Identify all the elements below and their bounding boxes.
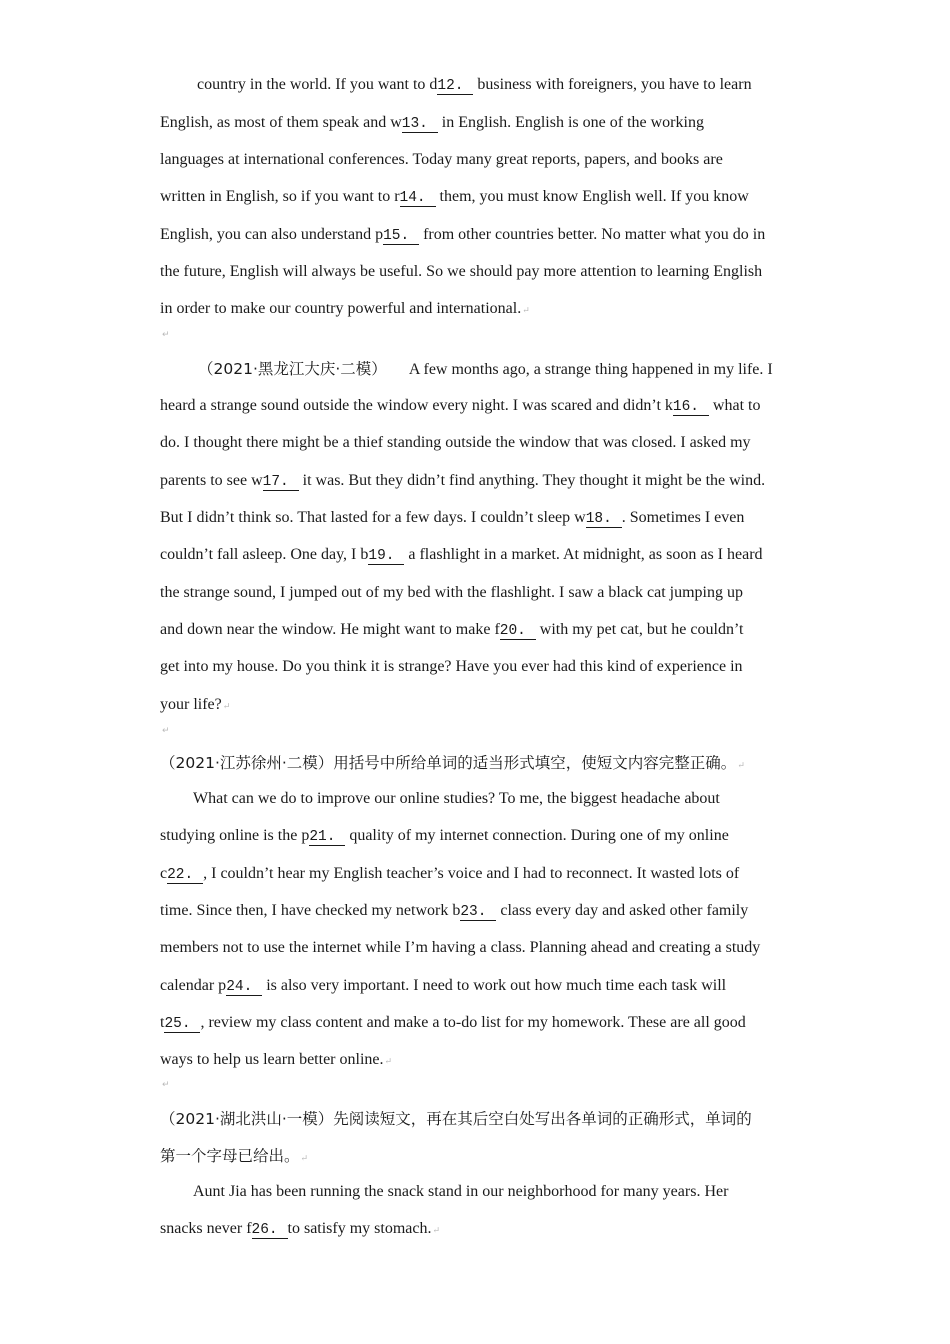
text: with my pet cat, but he couldn’t	[535, 621, 744, 638]
p2-line-2	[160, 396, 800, 416]
text: parents to see w	[160, 472, 263, 489]
paragraph-mark: ↵	[300, 1153, 309, 1163]
text: . Sometimes I even	[621, 509, 745, 526]
text: is also very important. I need to work out how much time each task will	[262, 977, 727, 994]
text: it was. But they didn’t find anything. They thought it might be the wind.	[298, 472, 766, 489]
blank-17[interactable]: 17.	[263, 474, 299, 491]
p1-line-1	[197, 75, 837, 95]
text: business with foreigners, you have to learn	[473, 76, 752, 93]
instruction-text: （2021·湖北洪山·一模）先阅读短文，再在其后空白处写出各单词的正确形式，单词的	[160, 1110, 752, 1128]
blank-20[interactable]: 20.	[500, 623, 536, 640]
instruction-text: （2021·江苏徐州·二模）用括号中所给单词的适当形式填空，使短文内容完整正确。	[160, 754, 737, 772]
p4-line-1: Aunt Jia has been running the snack stand in our neighborhood for many years. Her	[193, 1183, 729, 1200]
text: studying online is the p	[160, 827, 310, 844]
p2-line-8	[160, 620, 800, 640]
text: country in the world. If you want to d	[197, 76, 438, 93]
p1-line-3: languages at international conferences. Today many great reports, papers, and books are	[160, 151, 723, 168]
blank-22[interactable]: 22.	[167, 867, 203, 884]
blank-19[interactable]: 19.	[368, 548, 404, 565]
text: in English. English is one of the working	[437, 114, 704, 131]
paragraph-mark: ↵	[162, 330, 170, 340]
p3-line-8	[160, 1050, 800, 1071]
p2-line-9: get into my house. Do you think it is strange? Have you ever had this kind of experience in	[160, 658, 743, 675]
p2-line-3: do. I thought there might be a thief standing outside the window that was closed. I asked my	[160, 434, 751, 451]
text: to satisfy my stomach.	[287, 1220, 432, 1237]
text: a flashlight in a market. At midnight, as soon as I heard	[404, 546, 763, 563]
paragraph-mark: ↵	[384, 1056, 393, 1066]
text: quality of my internet connection. During one of my online	[345, 827, 729, 844]
blank-13[interactable]: 13.	[402, 116, 438, 133]
text: time. Since then, I have checked my network b	[160, 902, 461, 919]
blank-25[interactable]: 25.	[164, 1016, 200, 1033]
text: couldn’t fall asleep. One day, I b	[160, 546, 369, 563]
p3-instruction	[160, 753, 800, 775]
blank-18[interactable]: 18.	[586, 511, 622, 528]
p2-line-7: the strange sound, I jumped out of my bed with the flashlight. I saw a black cat jumping up	[160, 584, 743, 601]
blank-14[interactable]: 14.	[400, 190, 436, 207]
blank-23[interactable]: 23.	[460, 904, 496, 921]
blank-16[interactable]: 16.	[673, 399, 709, 416]
text: from other countries better. No matter what you do in	[419, 226, 766, 243]
p4-instruction-2	[160, 1146, 800, 1168]
p1-line-4	[160, 187, 800, 207]
p2-line-6	[160, 545, 800, 565]
text: English, you can also understand p	[160, 226, 384, 243]
p4-line-2	[160, 1219, 800, 1240]
p2-line-10	[160, 695, 800, 716]
p3-line-7	[160, 1013, 800, 1033]
p2-line-1	[160, 359, 800, 380]
paragraph-mark: ↵	[432, 1225, 441, 1235]
p1-line-7	[160, 299, 800, 320]
p3-line-6	[160, 976, 800, 996]
paragraph-mark: ↵	[522, 305, 530, 315]
text: what to	[708, 397, 761, 414]
p1-line-2	[160, 113, 800, 133]
text: heard a strange sound outside the window every night. I was scared and didn’t k	[160, 397, 673, 414]
paragraph-mark: ↵	[737, 760, 745, 770]
text: calendar p	[160, 977, 227, 994]
p3-line-5: members not to use the internet while I’m having a class. Planning ahead and creating a study	[160, 939, 761, 956]
paragraph-mark: ↵	[162, 1080, 170, 1090]
instruction-text: 第一个字母已给出。	[160, 1147, 300, 1165]
blank-21[interactable]: 21.	[309, 829, 345, 846]
p3-line-4	[160, 901, 800, 921]
p2-line-5	[160, 508, 800, 528]
text: your life?	[160, 696, 222, 713]
text: and down near the window. He might want to make f	[160, 621, 500, 638]
p1-line-5	[160, 225, 800, 245]
text: , review my class content and make a to-do list for my homework. These are all good	[200, 1014, 746, 1031]
text: written in English, so if you want to r	[160, 188, 400, 205]
p3-line-2	[160, 826, 800, 846]
text: in order to make our country powerful and international.	[160, 300, 522, 317]
p3-line-1: What can we do to improve our online studies? To me, the biggest headache about	[193, 790, 720, 807]
blank-24[interactable]: 24.	[226, 979, 262, 996]
text: A few months ago, a strange thing happened in my life. I	[408, 361, 773, 378]
p1-line-6: the future, English will always be useful. So we should pay more attention to learning English	[160, 263, 763, 280]
source-label: （2021·黑龙江大庆·二模）	[198, 360, 387, 378]
text: But I didn’t think so. That lasted for a few days. I couldn’t sleep w	[160, 509, 586, 526]
text: class every day and asked other family	[496, 902, 749, 919]
blank-26[interactable]: 26.	[252, 1222, 288, 1239]
text: them, you must know English well. If you know	[435, 188, 749, 205]
paragraph-mark: ↵	[222, 701, 231, 711]
p4-instruction-1	[160, 1109, 800, 1130]
text: snacks never f	[160, 1220, 252, 1237]
text: t	[160, 1014, 165, 1031]
blank-12[interactable]: 12.	[437, 78, 473, 95]
text: c	[160, 865, 168, 882]
p2-line-4	[160, 471, 800, 491]
p3-line-3	[160, 864, 800, 884]
text: ways to help us learn better online.	[160, 1051, 384, 1068]
text: , I couldn’t hear my English teacher’s voice and I had to reconnect. It wasted lots of	[203, 865, 740, 882]
text: English, as most of them speak and w	[160, 114, 402, 131]
paragraph-mark: ↵	[162, 726, 170, 736]
blank-15[interactable]: 15.	[383, 228, 419, 245]
